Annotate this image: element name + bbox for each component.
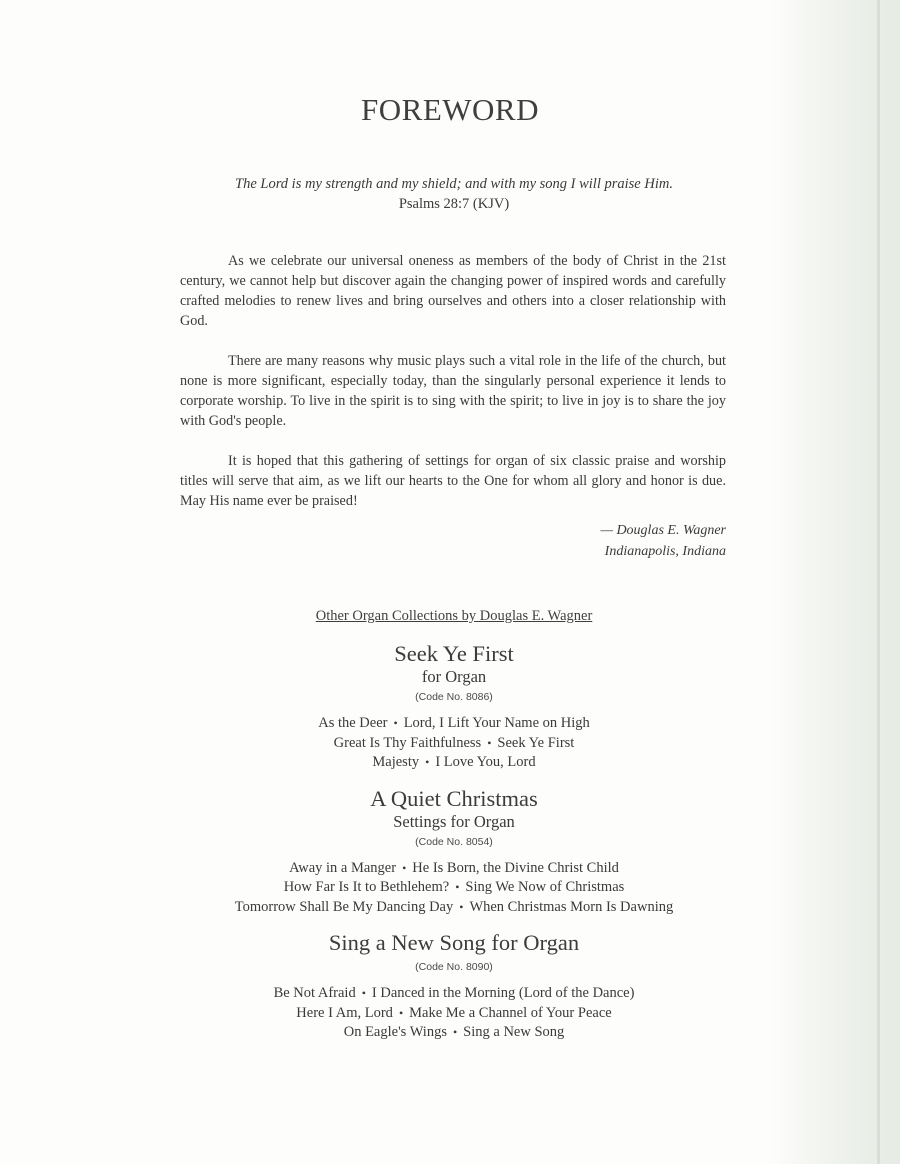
song-title: I Danced in the Morning (Lord of the Dance) — [371, 985, 635, 1001]
song-line — [150, 898, 758, 918]
book-code: (Code No. 8090) — [415, 961, 493, 973]
book-code: (Code No. 8054) — [415, 835, 493, 848]
book-title: Sing a New Song for Organ — [328, 930, 580, 955]
epigraph-reference: Psalms 28:7 (KJV) — [398, 196, 510, 212]
bullet-separator: • — [452, 1025, 458, 1039]
bullet-separator: • — [455, 880, 460, 894]
song-title: He Is Born, the Divine Christ Child — [412, 859, 619, 876]
collections-heading: Other Organ Collections by Douglas E. Wagner — [315, 608, 593, 624]
other-collections — [150, 608, 758, 1056]
paragraph-3: It is hoped that this gathering of settings for organ of six classic praise and worship titles will serve that aim, as we lift our hearts to the One for whom all glory and honor is due. May His name ever be praised! — [180, 453, 726, 509]
foreword-body — [180, 251, 726, 531]
song-line — [150, 859, 758, 879]
book-a-quiet-christmas — [150, 786, 758, 918]
signature — [500, 520, 726, 562]
page-edge-shade — [770, 0, 900, 1164]
book-code: (Code No. 8086) — [415, 691, 493, 703]
song-title: Here I Am, Lord — [296, 1004, 393, 1021]
bullet-separator: • — [393, 716, 398, 730]
paragraph-1: As we celebrate our universal oneness as members of the body of Christ in the 21st century, we cannot help but discover again the changing power of inspired words and carefully crafted melodies to renew lives and bring ourselves and others into a closer relationship with God. — [180, 253, 726, 329]
bullet-separator: • — [459, 899, 464, 914]
song-title: Sing We Now of Christmas — [465, 879, 625, 895]
signature-location: Indianapolis, Indiana — [604, 544, 726, 559]
song-title: How Far Is It to Bethlehem? — [283, 879, 450, 895]
epigraph — [180, 174, 728, 214]
song-title: As the Deer — [318, 715, 388, 731]
song-line — [150, 734, 758, 754]
song-title: Make Me a Channel of Your Peace — [409, 1004, 612, 1021]
signature-name: — Douglas E. Wagner — [600, 523, 726, 538]
book-title: A Quiet Christmas — [370, 785, 538, 811]
song-title: Lord, I Lift Your Name on High — [403, 715, 590, 731]
song-title: Sing a New Song — [463, 1024, 565, 1040]
book-subtitle: Settings for Organ — [393, 811, 515, 831]
song-line — [150, 878, 758, 898]
book-seek-ye-first — [150, 641, 758, 773]
song-line — [150, 753, 758, 773]
epigraph-quote: The Lord is my strength and my shield; and with my song I will praise Him. — [235, 176, 673, 192]
song-title: I Love You, Lord — [435, 754, 536, 770]
song-title: Great Is Thy Faithfulness — [333, 734, 482, 751]
page-title: FOREWORD — [361, 92, 539, 127]
song-line — [150, 1023, 758, 1043]
book-sing-a-new-song — [150, 930, 758, 1043]
song-title: When Christmas Morn Is Dawning — [469, 898, 674, 915]
bullet-separator: • — [487, 735, 492, 750]
song-title: On Eagle's Wings — [343, 1024, 447, 1040]
song-title: Majesty — [372, 754, 420, 770]
bullet-separator: • — [402, 860, 407, 875]
page-edge-line — [877, 0, 880, 1164]
book-title: Seek Ye First — [394, 641, 514, 666]
song-title: Be Not Afraid — [273, 985, 356, 1001]
song-line — [150, 1004, 758, 1024]
song-line — [150, 714, 758, 734]
song-title: Tomorrow Shall Be My Dancing Day — [234, 898, 454, 915]
song-title: Away in a Manger — [289, 859, 397, 876]
song-line — [150, 984, 758, 1004]
book-subtitle: for Organ — [421, 667, 487, 686]
bullet-separator: • — [425, 755, 430, 769]
song-title: Seek Ye First — [497, 734, 575, 751]
bullet-separator: • — [398, 1005, 404, 1020]
paragraph-2: There are many reasons why music plays such a vital role in the life of the church, but none is more significant, especially today, than the singularly personal experience it lends to corporate worship. To live in the spirit is to sing with the spirit; to live in joy is to share the joy with God's people. — [180, 353, 726, 429]
bullet-separator: • — [361, 986, 366, 1000]
